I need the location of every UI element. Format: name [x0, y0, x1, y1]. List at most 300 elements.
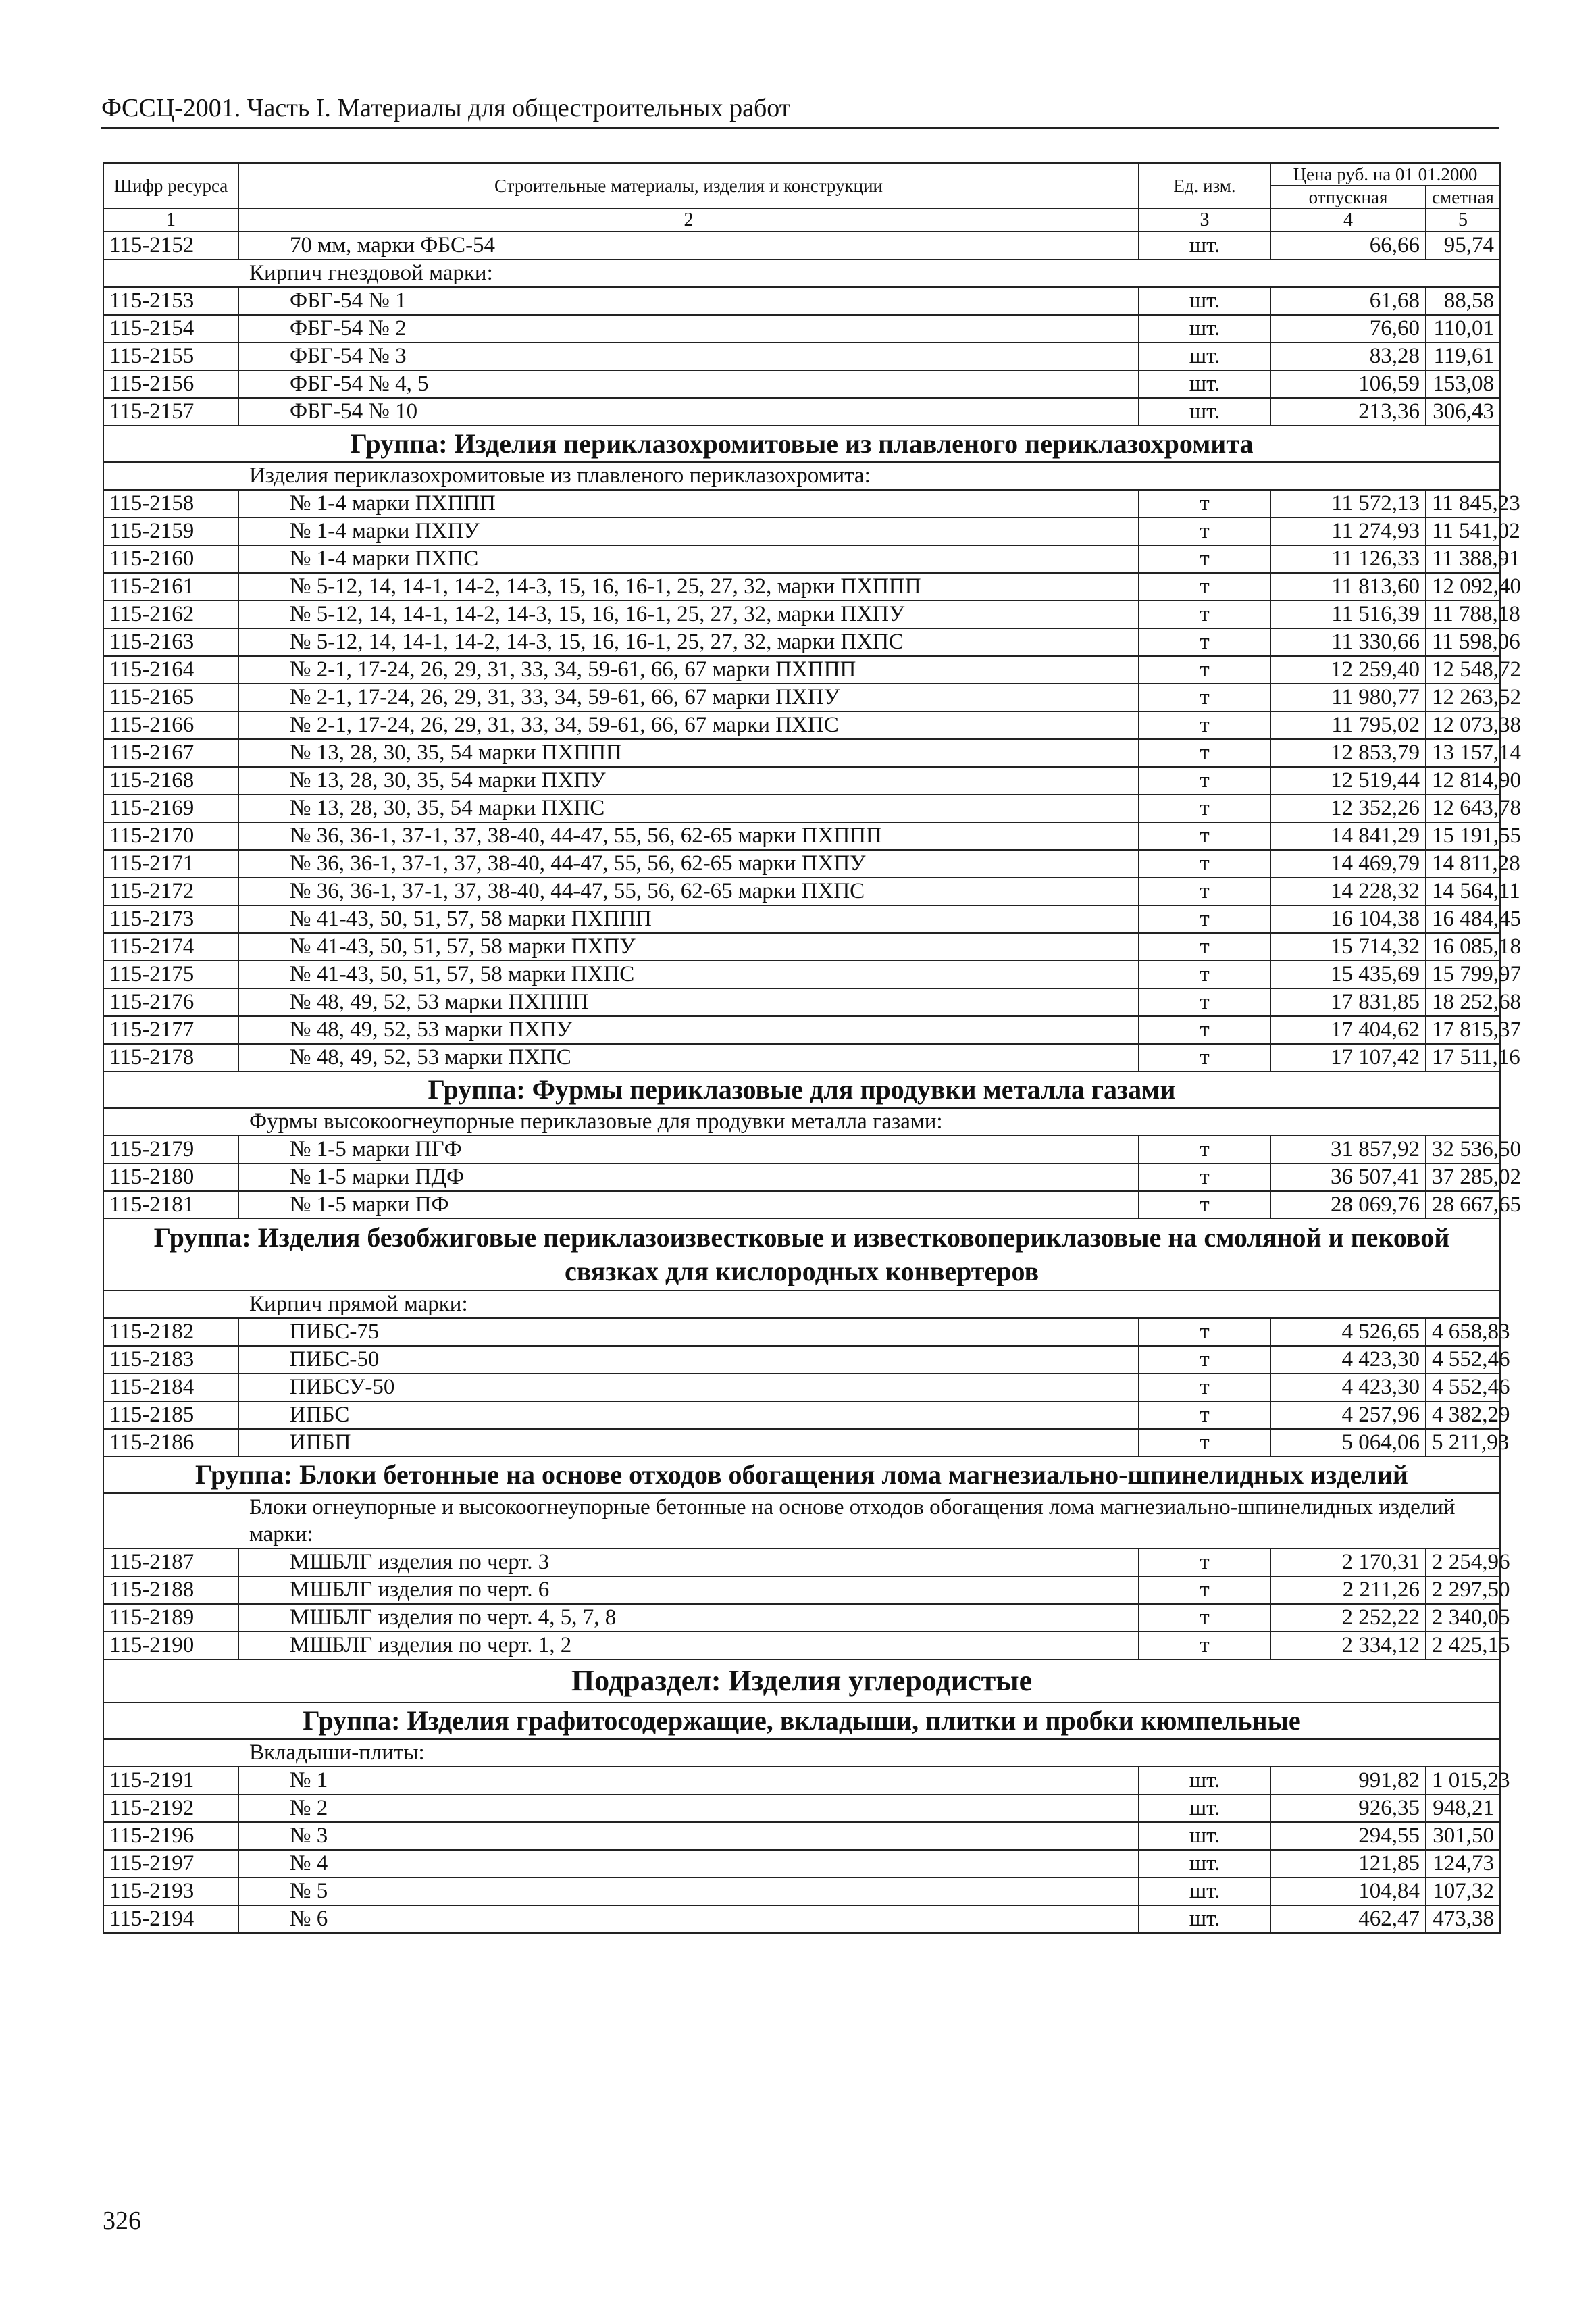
estimate-price: 4 382,29: [1426, 1401, 1500, 1429]
estimate-price: 17 815,37: [1426, 1016, 1500, 1044]
table-row: [103, 711, 1500, 739]
table-row: [103, 315, 1500, 343]
release-price: 11 572,13: [1270, 490, 1426, 518]
subsection-heading: Подраздел: Изделия углеродистые: [103, 1659, 1500, 1703]
table-row: [103, 684, 1500, 711]
item-name: № 41-43, 50, 51, 57, 58 марки ПХПУ: [238, 933, 1139, 961]
col-header-name: Строительные материалы, изделия и конструкции: [238, 163, 1139, 209]
estimate-price: 11 788,18: [1426, 601, 1500, 628]
col-header-unit: Ед. изм.: [1139, 163, 1270, 209]
unit: шт.: [1139, 287, 1270, 315]
unit: шт.: [1139, 370, 1270, 398]
resource-code: 115-2161: [103, 573, 238, 601]
item-name: № 4: [238, 1850, 1139, 1878]
estimate-price: 11 598,06: [1426, 628, 1500, 656]
table-row: [103, 601, 1500, 628]
item-name: ПИБС-75: [238, 1318, 1139, 1346]
item-name: МШБЛГ изделия по черт. 4, 5, 7, 8: [238, 1604, 1139, 1632]
unit: т: [1139, 1549, 1270, 1576]
resource-code: 115-2187: [103, 1549, 238, 1576]
item-name: № 5: [238, 1878, 1139, 1905]
unit: т: [1139, 850, 1270, 878]
table-row: [103, 1822, 1500, 1850]
estimate-price: 95,74: [1426, 232, 1500, 259]
release-price: 121,85: [1270, 1850, 1426, 1878]
estimate-price: 2 425,15: [1426, 1632, 1500, 1659]
item-name: ПИБС-50: [238, 1346, 1139, 1374]
price-table-container: [103, 162, 1521, 1934]
item-name: МШБЛГ изделия по черт. 1, 2: [238, 1632, 1139, 1659]
estimate-price: 15 799,97: [1426, 961, 1500, 988]
estimate-price: 13 157,14: [1426, 739, 1500, 767]
resource-code: 115-2168: [103, 767, 238, 795]
table-row: [103, 370, 1500, 398]
price-table-body: [103, 163, 1521, 1933]
estimate-price: 11 845,23: [1426, 490, 1500, 518]
unit: т: [1139, 1163, 1270, 1191]
table-row: [103, 1632, 1500, 1659]
item-name: ФБГ-54 № 4, 5: [238, 370, 1139, 398]
resource-code: 115-2164: [103, 656, 238, 684]
page-number: 326: [103, 2207, 141, 2235]
subgroup-heading: Изделия периклазохромитовые из плавленого периклазохромита:: [103, 462, 1500, 490]
unit: т: [1139, 905, 1270, 933]
release-price: 4 423,30: [1270, 1374, 1426, 1401]
estimate-price: 948,21: [1426, 1794, 1500, 1822]
subgroup-heading: Блоки огнеупорные и высокоогнеупорные бетонные на основе отходов обогащения лома магнезиально-шпинелидных изделий марки:: [103, 1493, 1500, 1549]
release-price: 11 813,60: [1270, 573, 1426, 601]
item-name: ФБГ-54 № 10: [238, 398, 1139, 426]
col-number: 3: [1139, 209, 1270, 232]
release-price: 2 334,12: [1270, 1632, 1426, 1659]
unit: т: [1139, 1016, 1270, 1044]
table-row: [103, 1878, 1500, 1905]
table-row: [103, 1850, 1500, 1878]
subsection-heading-row: [103, 1659, 1500, 1703]
group-heading: Группа: Изделия безобжиговые периклазоизвестковые и известковопериклазовые на смоляной и пековой связках для кислородных конвертеров: [103, 1219, 1500, 1290]
table-row: [103, 545, 1500, 573]
estimate-price: 153,08: [1426, 370, 1500, 398]
release-price: 15 435,69: [1270, 961, 1426, 988]
estimate-price: 4 658,83: [1426, 1318, 1500, 1346]
estimate-price: 2 297,50: [1426, 1576, 1500, 1604]
estimate-price: 473,38: [1426, 1905, 1500, 1933]
release-price: 11 126,33: [1270, 545, 1426, 573]
estimate-price: 119,61: [1426, 343, 1500, 370]
item-name: МШБЛГ изделия по черт. 6: [238, 1576, 1139, 1604]
item-name: № 5-12, 14, 14-1, 14-2, 14-3, 15, 16, 16-1, 25, 27, 32, марки ПХППП: [238, 573, 1139, 601]
item-name: № 41-43, 50, 51, 57, 58 марки ПХПС: [238, 961, 1139, 988]
unit: т: [1139, 1604, 1270, 1632]
table-row: [103, 628, 1500, 656]
unit: т: [1139, 961, 1270, 988]
unit: т: [1139, 988, 1270, 1016]
item-name: № 5-12, 14, 14-1, 14-2, 14-3, 15, 16, 16-1, 25, 27, 32, марки ПХПУ: [238, 601, 1139, 628]
resource-code: 115-2175: [103, 961, 238, 988]
release-price: 76,60: [1270, 315, 1426, 343]
col-number: 4: [1270, 209, 1426, 232]
table-row: [103, 822, 1500, 850]
unit: т: [1139, 795, 1270, 822]
unit: шт.: [1139, 343, 1270, 370]
table-row: [103, 232, 1500, 259]
release-price: 11 516,39: [1270, 601, 1426, 628]
unit: шт.: [1139, 398, 1270, 426]
unit: т: [1139, 1318, 1270, 1346]
unit: шт.: [1139, 1794, 1270, 1822]
item-name: ФБГ-54 № 3: [238, 343, 1139, 370]
col-header-price: Цена руб. на 01 01.2000: [1270, 163, 1500, 186]
group-heading: Группа: Блоки бетонные на основе отходов обогащения лома магнезиально-шпинелидных изделий: [103, 1457, 1500, 1493]
release-price: 11 330,66: [1270, 628, 1426, 656]
subgroup-heading: Вкладыши-плиты:: [103, 1739, 1500, 1767]
subgroup-heading-row: [103, 1493, 1500, 1549]
estimate-price: 16 484,45: [1426, 905, 1500, 933]
estimate-price: 12 092,40: [1426, 573, 1500, 601]
col-header-estimate: сметная: [1426, 186, 1500, 209]
resource-code: 115-2166: [103, 711, 238, 739]
estimate-price: 301,50: [1426, 1822, 1500, 1850]
estimate-price: 16 085,18: [1426, 933, 1500, 961]
table-row: [103, 1905, 1500, 1933]
resource-code: 115-2189: [103, 1604, 238, 1632]
col-number: 2: [238, 209, 1139, 232]
release-price: 16 104,38: [1270, 905, 1426, 933]
item-name: 70 мм, марки ФБС-54: [238, 232, 1139, 259]
estimate-price: 17 511,16: [1426, 1044, 1500, 1072]
estimate-price: 15 191,55: [1426, 822, 1500, 850]
estimate-price: 4 552,46: [1426, 1374, 1500, 1401]
estimate-price: 37 285,02: [1426, 1163, 1500, 1191]
release-price: 14 841,29: [1270, 822, 1426, 850]
resource-code: 115-2188: [103, 1576, 238, 1604]
estimate-price: 18 252,68: [1426, 988, 1500, 1016]
estimate-price: 28 667,65: [1426, 1191, 1500, 1219]
release-price: 294,55: [1270, 1822, 1426, 1850]
item-name: № 48, 49, 52, 53 марки ПХПУ: [238, 1016, 1139, 1044]
unit: т: [1139, 1346, 1270, 1374]
resource-code: 115-2156: [103, 370, 238, 398]
release-price: 28 069,76: [1270, 1191, 1426, 1219]
table-row: [103, 933, 1500, 961]
table-row: [103, 1794, 1500, 1822]
table-row: [103, 343, 1500, 370]
subgroup-heading: Кирпич гнездовой марки:: [103, 259, 1500, 287]
resource-code: 115-2162: [103, 601, 238, 628]
unit: шт.: [1139, 232, 1270, 259]
resource-code: 115-2177: [103, 1016, 238, 1044]
unit: шт.: [1139, 1767, 1270, 1794]
table-row: [103, 905, 1500, 933]
unit: шт.: [1139, 1822, 1270, 1850]
estimate-price: 11 388,91: [1426, 545, 1500, 573]
unit: т: [1139, 518, 1270, 545]
unit: т: [1139, 767, 1270, 795]
col-number: 5: [1426, 209, 1500, 232]
subgroup-heading: Фурмы высокоогнеупорные периклазовые для продувки металла газами:: [103, 1108, 1500, 1136]
table-row: [103, 656, 1500, 684]
estimate-price: 1 015,23: [1426, 1767, 1500, 1794]
item-name: № 3: [238, 1822, 1139, 1850]
resource-code: 115-2173: [103, 905, 238, 933]
resource-code: 115-2183: [103, 1346, 238, 1374]
table-row: [103, 767, 1500, 795]
table-row: [103, 1767, 1500, 1794]
release-price: 104,84: [1270, 1878, 1426, 1905]
estimate-price: 12 548,72: [1426, 656, 1500, 684]
item-name: № 1-5 марки ПГФ: [238, 1136, 1139, 1163]
item-name: № 13, 28, 30, 35, 54 марки ПХППП: [238, 739, 1139, 767]
release-price: 213,36: [1270, 398, 1426, 426]
table-header-row: [103, 163, 1500, 186]
group-heading-row: [103, 1072, 1500, 1108]
subgroup-heading: Кирпич прямой марки:: [103, 1290, 1500, 1318]
table-row: [103, 287, 1500, 315]
subgroup-heading-row: [103, 259, 1500, 287]
table-row: [103, 1346, 1500, 1374]
release-price: 11 274,93: [1270, 518, 1426, 545]
item-name: № 36, 36-1, 37-1, 37, 38-40, 44-47, 55, 56, 62-65 марки ПХПС: [238, 878, 1139, 905]
resource-code: 115-2169: [103, 795, 238, 822]
release-price: 2 211,26: [1270, 1576, 1426, 1604]
resource-code: 115-2196: [103, 1822, 238, 1850]
item-name: № 13, 28, 30, 35, 54 марки ПХПУ: [238, 767, 1139, 795]
resource-code: 115-2160: [103, 545, 238, 573]
unit: т: [1139, 684, 1270, 711]
table-row: [103, 739, 1500, 767]
item-name: № 1-5 марки ПДФ: [238, 1163, 1139, 1191]
item-name: № 1-4 марки ПХПС: [238, 545, 1139, 573]
release-price: 14 228,32: [1270, 878, 1426, 905]
release-price: 17 107,42: [1270, 1044, 1426, 1072]
unit: шт.: [1139, 1850, 1270, 1878]
unit: т: [1139, 711, 1270, 739]
release-price: 14 469,79: [1270, 850, 1426, 878]
unit: шт.: [1139, 1905, 1270, 1933]
release-price: 5 064,06: [1270, 1429, 1426, 1457]
resource-code: 115-2190: [103, 1632, 238, 1659]
unit: т: [1139, 628, 1270, 656]
resource-code: 115-2193: [103, 1878, 238, 1905]
table-row: [103, 573, 1500, 601]
item-name: № 1-5 марки ПФ: [238, 1191, 1139, 1219]
table-row: [103, 1604, 1500, 1632]
estimate-price: 306,43: [1426, 398, 1500, 426]
item-name: № 5-12, 14, 14-1, 14-2, 14-3, 15, 16, 16-1, 25, 27, 32, марки ПХПС: [238, 628, 1139, 656]
item-name: № 6: [238, 1905, 1139, 1933]
subgroup-heading-row: [103, 462, 1500, 490]
estimate-price: 2 340,05: [1426, 1604, 1500, 1632]
item-name: № 48, 49, 52, 53 марки ПХПС: [238, 1044, 1139, 1072]
estimate-price: 124,73: [1426, 1850, 1500, 1878]
release-price: 83,28: [1270, 343, 1426, 370]
resource-code: 115-2154: [103, 315, 238, 343]
estimate-price: 12 073,38: [1426, 711, 1500, 739]
table-row: [103, 518, 1500, 545]
table-row: [103, 1576, 1500, 1604]
item-name: № 2-1, 17-24, 26, 29, 31, 33, 34, 59-61, 66, 67 марки ПХППП: [238, 656, 1139, 684]
table-row: [103, 1136, 1500, 1163]
unit: т: [1139, 739, 1270, 767]
estimate-price: 107,32: [1426, 1878, 1500, 1905]
table-row: [103, 1044, 1500, 1072]
table-row: [103, 1374, 1500, 1401]
unit: т: [1139, 1401, 1270, 1429]
unit: т: [1139, 933, 1270, 961]
table-row: [103, 1429, 1500, 1457]
group-heading-row: [103, 1219, 1500, 1290]
group-heading-row: [103, 426, 1500, 462]
release-price: 12 259,40: [1270, 656, 1426, 684]
subgroup-heading-row: [103, 1739, 1500, 1767]
unit: шт.: [1139, 1878, 1270, 1905]
item-name: МШБЛГ изделия по черт. 3: [238, 1549, 1139, 1576]
unit: т: [1139, 573, 1270, 601]
estimate-price: 14 564,11: [1426, 878, 1500, 905]
unit: т: [1139, 1136, 1270, 1163]
unit: шт.: [1139, 315, 1270, 343]
page-header: ФССЦ-2001. Часть I. Материалы для общестроительных работ: [101, 93, 1499, 129]
col-header-code: Шифр ресурса: [103, 163, 238, 209]
release-price: 12 853,79: [1270, 739, 1426, 767]
item-name: № 41-43, 50, 51, 57, 58 марки ПХППП: [238, 905, 1139, 933]
resource-code: 115-2180: [103, 1163, 238, 1191]
resource-code: 115-2194: [103, 1905, 238, 1933]
resource-code: 115-2192: [103, 1794, 238, 1822]
resource-code: 115-2170: [103, 822, 238, 850]
estimate-price: 2 254,96: [1426, 1549, 1500, 1576]
estimate-price: 110,01: [1426, 315, 1500, 343]
resource-code: 115-2174: [103, 933, 238, 961]
release-price: 4 257,96: [1270, 1401, 1426, 1429]
resource-code: 115-2163: [103, 628, 238, 656]
unit: т: [1139, 822, 1270, 850]
resource-code: 115-2159: [103, 518, 238, 545]
unit: т: [1139, 1191, 1270, 1219]
item-name: № 1-4 марки ПХППП: [238, 490, 1139, 518]
item-name: № 1-4 марки ПХПУ: [238, 518, 1139, 545]
col-number: 1: [103, 209, 238, 232]
unit: т: [1139, 490, 1270, 518]
resource-code: 115-2171: [103, 850, 238, 878]
resource-code: 115-2176: [103, 988, 238, 1016]
unit: т: [1139, 545, 1270, 573]
resource-code: 115-2158: [103, 490, 238, 518]
unit: т: [1139, 1576, 1270, 1604]
unit: т: [1139, 1632, 1270, 1659]
release-price: 106,59: [1270, 370, 1426, 398]
table-row: [103, 1318, 1500, 1346]
item-name: ПИБСУ-50: [238, 1374, 1139, 1401]
item-name: ИПБС: [238, 1401, 1139, 1429]
resource-code: 115-2178: [103, 1044, 238, 1072]
table-row: [103, 988, 1500, 1016]
release-price: 2 252,22: [1270, 1604, 1426, 1632]
col-header-release: отпускная: [1270, 186, 1426, 209]
resource-code: 115-2185: [103, 1401, 238, 1429]
group-heading-row: [103, 1703, 1500, 1739]
unit: т: [1139, 1044, 1270, 1072]
table-row: [103, 1163, 1500, 1191]
table-row: [103, 1016, 1500, 1044]
item-name: ФБГ-54 № 1: [238, 287, 1139, 315]
table-row: [103, 1401, 1500, 1429]
item-name: № 2-1, 17-24, 26, 29, 31, 33, 34, 59-61, 66, 67 марки ПХПУ: [238, 684, 1139, 711]
release-price: 462,47: [1270, 1905, 1426, 1933]
unit: т: [1139, 878, 1270, 905]
resource-code: 115-2153: [103, 287, 238, 315]
release-price: 926,35: [1270, 1794, 1426, 1822]
release-price: 15 714,32: [1270, 933, 1426, 961]
estimate-price: 32 536,50: [1426, 1136, 1500, 1163]
estimate-price: 12 643,78: [1426, 795, 1500, 822]
item-name: № 36, 36-1, 37-1, 37, 38-40, 44-47, 55, 56, 62-65 марки ПХППП: [238, 822, 1139, 850]
estimate-price: 11 541,02: [1426, 518, 1500, 545]
group-heading: Группа: Фурмы периклазовые для продувки металла газами: [103, 1072, 1500, 1108]
table-row: [103, 1549, 1500, 1576]
release-price: 17 831,85: [1270, 988, 1426, 1016]
resource-code: 115-2167: [103, 739, 238, 767]
release-price: 66,66: [1270, 232, 1426, 259]
resource-code: 115-2181: [103, 1191, 238, 1219]
table-row: [103, 850, 1500, 878]
item-name: № 2: [238, 1794, 1139, 1822]
resource-code: 115-2155: [103, 343, 238, 370]
item-name: № 1: [238, 1767, 1139, 1794]
release-price: 12 352,26: [1270, 795, 1426, 822]
table-row: [103, 398, 1500, 426]
release-price: 12 519,44: [1270, 767, 1426, 795]
resource-code: 115-2197: [103, 1850, 238, 1878]
resource-code: 115-2191: [103, 1767, 238, 1794]
unit: т: [1139, 656, 1270, 684]
group-heading: Группа: Изделия графитосодержащие, вкладыши, плитки и пробки кюмпельные: [103, 1703, 1500, 1739]
resource-code: 115-2152: [103, 232, 238, 259]
group-heading: Группа: Изделия периклазохромитовые из плавленого периклазохромита: [103, 426, 1500, 462]
table-row: [103, 961, 1500, 988]
item-name: № 48, 49, 52, 53 марки ПХППП: [238, 988, 1139, 1016]
subgroup-heading-row: [103, 1108, 1500, 1136]
item-name: № 2-1, 17-24, 26, 29, 31, 33, 34, 59-61, 66, 67 марки ПХПС: [238, 711, 1139, 739]
release-price: 991,82: [1270, 1767, 1426, 1794]
table-row: [103, 1191, 1500, 1219]
item-name: № 36, 36-1, 37-1, 37, 38-40, 44-47, 55, 56, 62-65 марки ПХПУ: [238, 850, 1139, 878]
estimate-price: 14 811,28: [1426, 850, 1500, 878]
estimate-price: 88,58: [1426, 287, 1500, 315]
resource-code: 115-2182: [103, 1318, 238, 1346]
column-number-row: [103, 209, 1500, 232]
resource-code: 115-2186: [103, 1429, 238, 1457]
unit: т: [1139, 601, 1270, 628]
subgroup-heading-row: [103, 1290, 1500, 1318]
release-price: 36 507,41: [1270, 1163, 1426, 1191]
group-heading-row: [103, 1457, 1500, 1493]
resource-code: 115-2165: [103, 684, 238, 711]
release-price: 17 404,62: [1270, 1016, 1426, 1044]
release-price: 2 170,31: [1270, 1549, 1426, 1576]
table-row: [103, 795, 1500, 822]
release-price: 4 423,30: [1270, 1346, 1426, 1374]
item-name: ФБГ-54 № 2: [238, 315, 1139, 343]
estimate-price: 4 552,46: [1426, 1346, 1500, 1374]
resource-code: 115-2179: [103, 1136, 238, 1163]
table-row: [103, 490, 1500, 518]
release-price: 31 857,92: [1270, 1136, 1426, 1163]
release-price: 61,68: [1270, 287, 1426, 315]
item-name: № 13, 28, 30, 35, 54 марки ПХПС: [238, 795, 1139, 822]
unit: т: [1139, 1374, 1270, 1401]
estimate-price: 5 211,93: [1426, 1429, 1500, 1457]
